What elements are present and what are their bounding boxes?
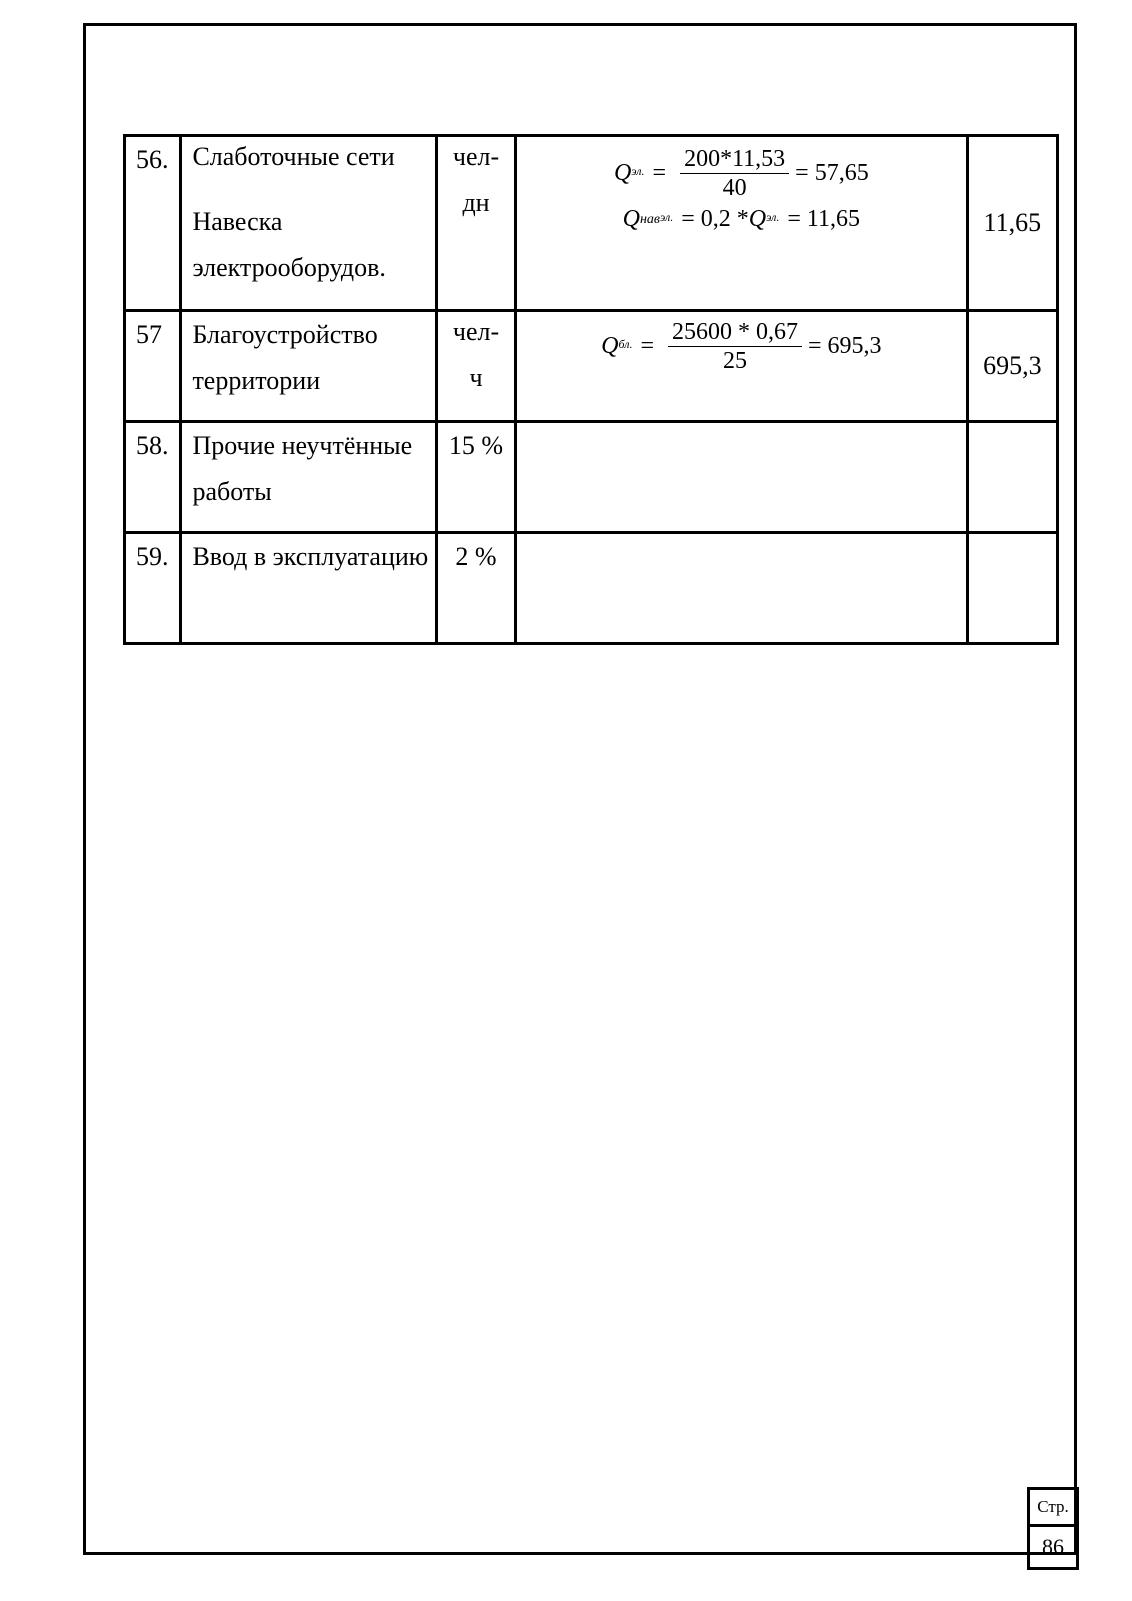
formula-numerator: 200*11,53	[680, 145, 789, 174]
unit-part: чел-	[452, 317, 500, 346]
unit-cell: 15 %	[437, 422, 516, 533]
row-number: 58.	[125, 422, 181, 533]
result-cell	[967, 422, 1057, 533]
formula-denominator: 40	[722, 175, 747, 201]
page-number: 86	[1029, 1526, 1078, 1569]
table-row	[125, 311, 1058, 422]
formula-superscript: эл.	[766, 209, 780, 224]
row-number: 57	[125, 311, 181, 422]
formula-symbol: Q	[748, 206, 767, 232]
formula-cell	[516, 422, 968, 533]
formula-fraction	[668, 318, 802, 375]
result-cell	[967, 533, 1057, 644]
formula-line	[517, 206, 966, 232]
work-name-cell	[181, 136, 437, 311]
formula-cell	[516, 533, 968, 644]
works-table	[123, 134, 1059, 645]
row-number: 56.	[125, 136, 181, 311]
formula-cell	[516, 136, 968, 311]
formula-line	[517, 318, 966, 375]
row-number: 59.	[125, 533, 181, 644]
unit-cell	[437, 136, 516, 311]
result-cell: 11,65	[967, 136, 1057, 311]
unit-part: чел-	[452, 142, 500, 171]
formula-symbol: Q	[622, 206, 640, 232]
result-cell: 695,3	[967, 311, 1057, 422]
formula-expression: = 0,2 *	[681, 206, 749, 232]
formula-cell	[516, 311, 968, 422]
formula-superscript: бл.	[618, 336, 633, 351]
unit-cell: 2 %	[437, 533, 516, 644]
formula-line	[517, 145, 966, 202]
formula-fraction	[680, 145, 789, 202]
formula-superscript: эл.	[660, 209, 674, 224]
formula-equals: =	[652, 160, 667, 187]
formula-equals: =	[640, 333, 654, 360]
formula-subscript: нав	[639, 211, 661, 227]
table-row	[125, 533, 1058, 644]
formula-numerator: 25600 * 0,67	[668, 318, 802, 347]
unit-part: дн	[462, 188, 490, 217]
formula-denominator: 25	[722, 348, 747, 374]
formula-superscript: эл.	[631, 163, 645, 178]
unit-cell	[437, 311, 516, 422]
page-stamp	[1027, 1487, 1079, 1570]
formula-result: = 695,3	[807, 333, 882, 360]
unit-part: ч	[469, 363, 483, 392]
table-row	[125, 136, 1058, 311]
formula-el	[517, 137, 966, 232]
formula-result: = 11,65	[787, 206, 861, 232]
work-name-secondary: Навеска электрооборудов.	[192, 207, 386, 282]
formula-symbol: Q	[601, 333, 619, 360]
formula-symbol: Q	[613, 160, 632, 187]
work-name: Прочие неучтённые работы	[181, 422, 437, 533]
formula-el	[517, 312, 966, 375]
formula-result: = 57,65	[795, 160, 869, 187]
work-name: Благоустройство территории	[181, 311, 437, 422]
work-name: Ввод в эксплуатацию	[181, 533, 437, 644]
page-label: Стр.	[1029, 1489, 1078, 1526]
table-row	[125, 422, 1058, 533]
work-name: Слаботочные сети	[192, 142, 395, 171]
